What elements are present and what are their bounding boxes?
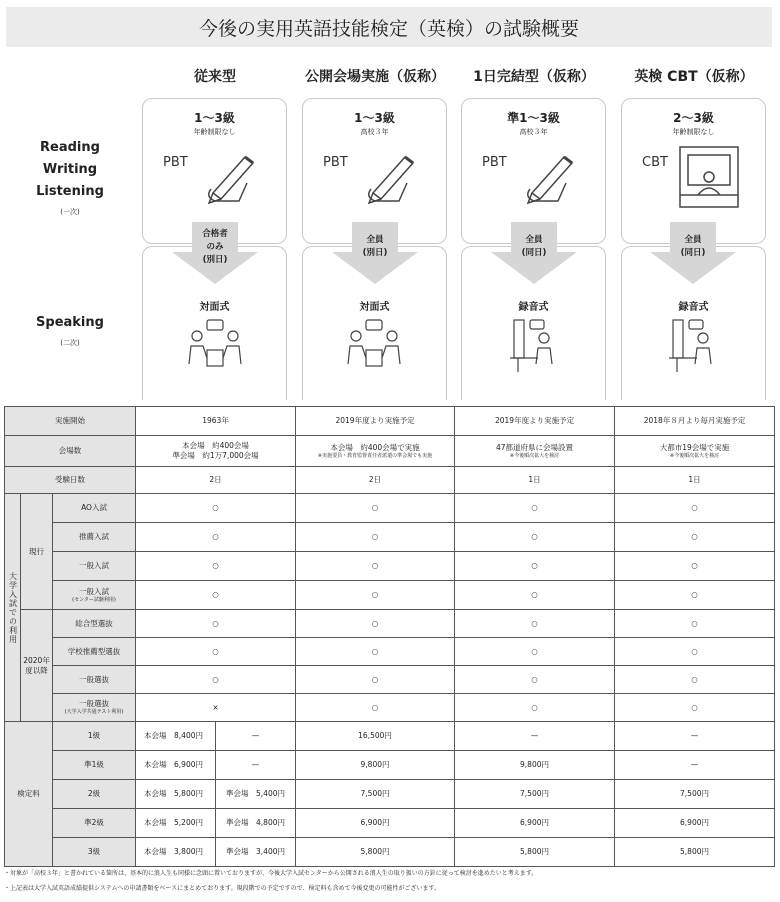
cell: ○ bbox=[296, 523, 455, 552]
fee-one-day: 6,900円 bbox=[455, 809, 615, 838]
fee-grade: 3級 bbox=[53, 838, 136, 867]
row-label-note: (センター試験利用) bbox=[72, 596, 116, 603]
cell: 2日 bbox=[296, 467, 455, 494]
pen-writing-icon bbox=[361, 149, 421, 205]
skill-second-stage: (二次) bbox=[60, 339, 80, 347]
arrow-line-3: (別日) bbox=[202, 255, 228, 265]
cell: ○ bbox=[455, 494, 615, 523]
cell: ○ bbox=[615, 523, 775, 552]
table-row bbox=[5, 809, 775, 838]
row-label: 推薦入試 bbox=[53, 523, 136, 552]
cell: 1日 bbox=[615, 467, 775, 494]
fee-grade: 準1級 bbox=[53, 751, 136, 780]
table-row bbox=[5, 694, 775, 722]
row-label bbox=[53, 694, 136, 722]
cell: ○ bbox=[296, 494, 455, 523]
table-row bbox=[5, 751, 775, 780]
future-label: 2020年度以降 bbox=[21, 610, 53, 722]
footnote-2: ・上記表は大学入試英語成績提供システムへの申請書類をベースにまとめております。現段階での予定ですので、検定料も含めて今後変更の可能性がございます。 bbox=[4, 885, 441, 892]
arrow-line-1: 合格者 bbox=[202, 229, 228, 239]
fee-public-venue: 5,800円 bbox=[296, 838, 455, 867]
recording-booth-icon bbox=[667, 318, 719, 374]
arrow-line-2: (別日) bbox=[362, 248, 388, 258]
fee-main-venue: 本会場 6,900円 bbox=[136, 751, 216, 780]
face-to-face-interview-icon bbox=[342, 318, 406, 370]
cell: ○ bbox=[455, 581, 615, 610]
fee-main-venue: 本会場 5,200円 bbox=[136, 809, 216, 838]
arrow-label-cbt bbox=[648, 234, 738, 260]
cell: ○ bbox=[455, 610, 615, 638]
test-mode: PBT bbox=[323, 155, 348, 170]
fee-one-day: 5,800円 bbox=[455, 838, 615, 867]
fee-cbt: 7,500円 bbox=[615, 780, 775, 809]
row-label-main: 一般入試 bbox=[79, 586, 110, 596]
cell: ○ bbox=[296, 694, 455, 722]
computer-booth-icon bbox=[676, 143, 742, 211]
venue-main: 本会場 約400会場 bbox=[182, 441, 249, 450]
cell: ○ bbox=[615, 494, 775, 523]
age-limit: 高校３年 bbox=[519, 128, 548, 136]
fee-label: 検定料 bbox=[5, 722, 53, 867]
fee-main-venue: 本会場 8,400円 bbox=[136, 722, 216, 751]
age-limit: 高校３年 bbox=[360, 128, 389, 136]
cell: ○ bbox=[455, 694, 615, 722]
table-row bbox=[5, 722, 775, 751]
grade-range: 1〜3級 bbox=[354, 111, 395, 125]
row-label: 一般選抜 bbox=[53, 666, 136, 694]
arrow-line-2: (同日) bbox=[680, 248, 706, 258]
fee-cbt: 5,800円 bbox=[615, 838, 775, 867]
exam-overview-table bbox=[4, 406, 775, 867]
col-head-cbt: 英検 CBT（仮称） bbox=[634, 69, 754, 85]
cell: ○ bbox=[136, 523, 296, 552]
row-label: AO入試 bbox=[53, 494, 136, 523]
cell: ○ bbox=[615, 610, 775, 638]
speaking-method-traditional: 対面式 bbox=[199, 302, 230, 313]
cell: ○ bbox=[455, 638, 615, 666]
venue-main: 47都道府県に会場設置 bbox=[496, 442, 574, 452]
test-mode: PBT bbox=[163, 155, 188, 170]
fee-public-venue: 16,500円 bbox=[296, 722, 455, 751]
fee-cbt: — bbox=[615, 722, 775, 751]
skill-writing: Writing bbox=[42, 162, 98, 177]
age-limit: 年齢制限なし bbox=[672, 128, 715, 136]
fee-grade: 1級 bbox=[53, 722, 136, 751]
speaking-method-cbt: 録音式 bbox=[678, 302, 709, 313]
test-mode: PBT bbox=[482, 155, 507, 170]
cell: ○ bbox=[615, 694, 775, 722]
cell: ○ bbox=[615, 666, 775, 694]
row-label: 一般入試 bbox=[53, 552, 136, 581]
skill-reading: Reading bbox=[40, 140, 100, 155]
cell: 1963年 bbox=[136, 407, 296, 436]
cell: ○ bbox=[296, 638, 455, 666]
cell: ○ bbox=[455, 552, 615, 581]
skill-speaking: Speaking bbox=[36, 315, 104, 330]
cell: × bbox=[136, 694, 296, 722]
cell: ○ bbox=[615, 552, 775, 581]
cell bbox=[615, 436, 775, 467]
test-mode: CBT bbox=[642, 155, 668, 170]
page-title: 今後の実用英語技能検定（英検）の試験概要 bbox=[6, 7, 772, 47]
venue-note: ※今後順次拡大を検討 bbox=[669, 452, 720, 459]
row-label bbox=[53, 581, 136, 610]
table-row bbox=[5, 523, 775, 552]
cell: 1日 bbox=[455, 467, 615, 494]
cell bbox=[136, 436, 296, 467]
cell: ○ bbox=[136, 638, 296, 666]
arrow-line-1: 全員 bbox=[684, 235, 702, 245]
arrow-label-public-venue bbox=[330, 234, 420, 260]
row-start bbox=[5, 407, 775, 436]
table-row bbox=[5, 581, 775, 610]
fee-one-day: — bbox=[455, 722, 615, 751]
skill-listening: Listening bbox=[36, 184, 104, 199]
fee-sub-venue: 準会場 3,400円 bbox=[216, 838, 296, 867]
venue-note: ※今後順次拡大を検討 bbox=[509, 452, 560, 459]
venue-sub: 準会場 約1万7,000会場 bbox=[172, 451, 259, 460]
cell: ○ bbox=[455, 666, 615, 694]
row-label: 受験日数 bbox=[5, 467, 136, 494]
fee-public-venue: 9,800円 bbox=[296, 751, 455, 780]
fee-sub-venue: 準会場 5,400円 bbox=[216, 780, 296, 809]
fee-main-venue: 本会場 5,800円 bbox=[136, 780, 216, 809]
arrow-line-1: 全員 bbox=[366, 235, 384, 245]
row-label: 実施開始 bbox=[5, 407, 136, 436]
cell: ○ bbox=[296, 552, 455, 581]
grade-range: 2〜3級 bbox=[673, 111, 714, 125]
fee-one-day: 9,800円 bbox=[455, 751, 615, 780]
fee-cbt: 6,900円 bbox=[615, 809, 775, 838]
cell: ○ bbox=[615, 581, 775, 610]
row-label-main: 一般選抜 bbox=[79, 699, 110, 708]
speaking-method-public-venue: 対面式 bbox=[359, 302, 390, 313]
cell: ○ bbox=[136, 494, 296, 523]
grade-range: 1〜3級 bbox=[194, 111, 235, 125]
row-days bbox=[5, 467, 775, 494]
cell: ○ bbox=[455, 523, 615, 552]
face-to-face-interview-icon bbox=[183, 318, 247, 370]
row-label: 学校推薦型選抜 bbox=[53, 638, 136, 666]
cell: ○ bbox=[136, 552, 296, 581]
speaking-method-one-day: 録音式 bbox=[518, 302, 549, 313]
arrow-label-traditional bbox=[170, 228, 260, 267]
cell bbox=[455, 436, 615, 467]
cell: ○ bbox=[296, 610, 455, 638]
cell: 2019年度より実施予定 bbox=[455, 407, 615, 436]
table-row bbox=[5, 552, 775, 581]
col-head-one-day: 1日完結型（仮称） bbox=[473, 69, 595, 85]
fee-public-venue: 7,500円 bbox=[296, 780, 455, 809]
arrow-line-2: のみ bbox=[206, 242, 224, 252]
cell: 2018年８月より毎月実施予定 bbox=[615, 407, 775, 436]
fee-sub-venue: — bbox=[216, 722, 296, 751]
col-head-traditional: 従来型 bbox=[194, 69, 236, 85]
cell: ○ bbox=[136, 581, 296, 610]
row-label-note: (大学入学共通テスト利用) bbox=[64, 709, 124, 715]
recording-booth-icon bbox=[508, 318, 560, 374]
cell: 2019年度より実施予定 bbox=[296, 407, 455, 436]
usage-label: 大学入試での利用 bbox=[5, 494, 21, 722]
footnote-1: ・対象が「高校３年」と書かれている箇所は、基本的に浪人生も同様に念頭に置いておりますが、今後大学入試センターから公開される浪人生の取り扱いの方針に従って検討を進めたいと考えます。 bbox=[4, 870, 538, 877]
cell: 2日 bbox=[136, 467, 296, 494]
table-row bbox=[5, 666, 775, 694]
fee-main-venue: 本会場 3,800円 bbox=[136, 838, 216, 867]
cell: ○ bbox=[296, 666, 455, 694]
fee-public-venue: 6,900円 bbox=[296, 809, 455, 838]
cell: ○ bbox=[296, 581, 455, 610]
fee-grade: 準2級 bbox=[53, 809, 136, 838]
col-head-public-venue: 公開会場実施（仮称） bbox=[305, 69, 445, 85]
cell: ○ bbox=[136, 666, 296, 694]
current-label: 現行 bbox=[21, 494, 53, 610]
fee-sub-venue: — bbox=[216, 751, 296, 780]
fee-cbt: — bbox=[615, 751, 775, 780]
arrow-label-one-day bbox=[489, 234, 579, 260]
pen-writing-icon bbox=[520, 149, 580, 205]
venue-main: 大都市19会場で実施 bbox=[659, 442, 730, 452]
age-limit: 年齢制限なし bbox=[193, 128, 236, 136]
table-row bbox=[5, 780, 775, 809]
venue-main: 本会場 約400会場で実施 bbox=[330, 442, 420, 452]
cell: ○ bbox=[615, 638, 775, 666]
venue-note: ※実施要員・教育監督責任者派遣の準会場でも実施 bbox=[317, 452, 433, 459]
row-label: 総合型選抜 bbox=[53, 610, 136, 638]
grade-range: 準1〜3級 bbox=[507, 111, 560, 125]
skill-first-stage: (一次) bbox=[60, 208, 80, 216]
arrow-line-1: 全員 bbox=[525, 235, 543, 245]
pen-writing-icon bbox=[201, 149, 261, 205]
cell: ○ bbox=[136, 610, 296, 638]
fee-one-day: 7,500円 bbox=[455, 780, 615, 809]
fee-grade: 2級 bbox=[53, 780, 136, 809]
table-row bbox=[5, 638, 775, 666]
table-row bbox=[5, 838, 775, 867]
table-row bbox=[5, 494, 775, 523]
cell bbox=[296, 436, 455, 467]
table-row bbox=[5, 610, 775, 638]
row-venues bbox=[5, 436, 775, 467]
fee-sub-venue: 準会場 4,800円 bbox=[216, 809, 296, 838]
row-label: 会場数 bbox=[5, 436, 136, 467]
arrow-line-2: (同日) bbox=[521, 248, 547, 258]
